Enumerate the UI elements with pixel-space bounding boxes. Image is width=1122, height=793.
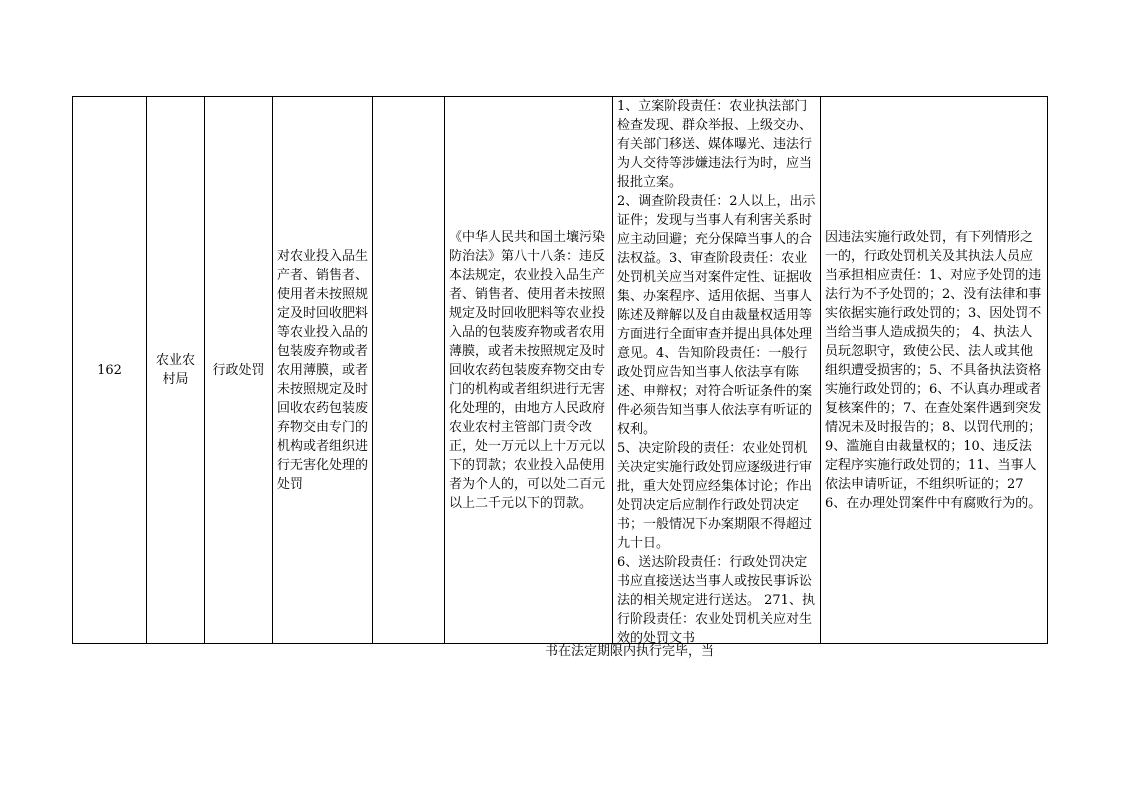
power-list-table: [72, 96, 1048, 644]
row-number: 162: [73, 97, 147, 644]
sub-item-cell: [373, 97, 445, 644]
responsibility-cell: [613, 97, 821, 644]
liability-cell: 因违法实施行政处罚，有下列情形之一的，行政处罚机关及其执法人员应当承担相应责任：1、对应予处罚的违法行为不予处罚的；2、没有法律和事实依据实施行政处罚的；3、因处罚不当给当事人造成损失的； 4、执法人员玩忽职守，致使公民、法人或其他组织遭受损害的；5、不具备执法资格实施行政处罚的；6、不认真办理或者复核案件的；7、在查处案件遇到突发情况未及时报告的；8、以罚代刑的；9、滥施自由裁量权的；10、违反法定程序实施行政处罚的；11、当事人依法申请听证，不组织听证的；276、在办理处罚案件中有腐败行为的。: [821, 97, 1048, 644]
item-name-cell: 对农业投入品生产者、销售者、使用者未按照规定及时回收肥料等农业投入品的包装废弃物或者农用薄膜，或者未按照规定及时回收农药包装废弃物交由专门的机构或者组织进行无害化处理的处罚: [273, 97, 373, 644]
department-cell: 农业农村局: [147, 97, 205, 644]
category-cell: 行政处罚: [205, 97, 273, 644]
table-row: [73, 97, 1048, 644]
responsibility-overflow-text: 书在法定期限内执行完毕，当: [545, 644, 715, 659]
legal-basis-cell: 《中华人民共和国土壤污染防治法》第八十八条：违反本法规定，农业投入品生产者、销售者、使用者未按照规定及时回收肥料等农业投入品的包装废弃物或者农用薄膜，或者未按照规定及时回收农药包装废弃物交由专门的机构或者组织进行无害化处理的，由地方人民政府农业农村主管部门责令改正，处一万元以上十万元以下的罚款；农业投入品使用者为个人的，可以处二百元以上二千元以下的罚款。: [445, 97, 613, 644]
responsibility-text: 1、立案阶段责任：农业执法部门检查发现、群众举报、上级交办、有关部门移送、媒体曝光、违法行为人交待等涉嫌违法行为时，应当报批立案。 2、调查阶段责任：2人以上，出示证件；发现与当事人有利害关系时应主动回避；充分保障当事人的合法权益。3、审查阶段责任：农业处罚机关应当对案件定性、证据收集、办案程序、适用依据、当事人陈述及辩解以及自由裁量权适用等方面进行全面审查并提出具体处理意见。4、告知阶段责任：一般行政处罚应告知当事人依法享有陈述、申辩权；对符合听证条件的案件必须告知当事人依法享有听证的权利。 5、决定阶段的责任：农业处罚机关决定实施行政处罚应逐级进行审批，重大处罚应经集体讨论；作出处罚决定后应制作行政处罚决定书；一般情况下办案期限不得超过九十日。 6、送达阶段责任：行政处罚决定书应直接送达当事人或按民事诉讼法的相关规定进行送达。 271、执行阶段责任：农业处罚机关应对生效的处罚文书: [617, 99, 816, 646]
